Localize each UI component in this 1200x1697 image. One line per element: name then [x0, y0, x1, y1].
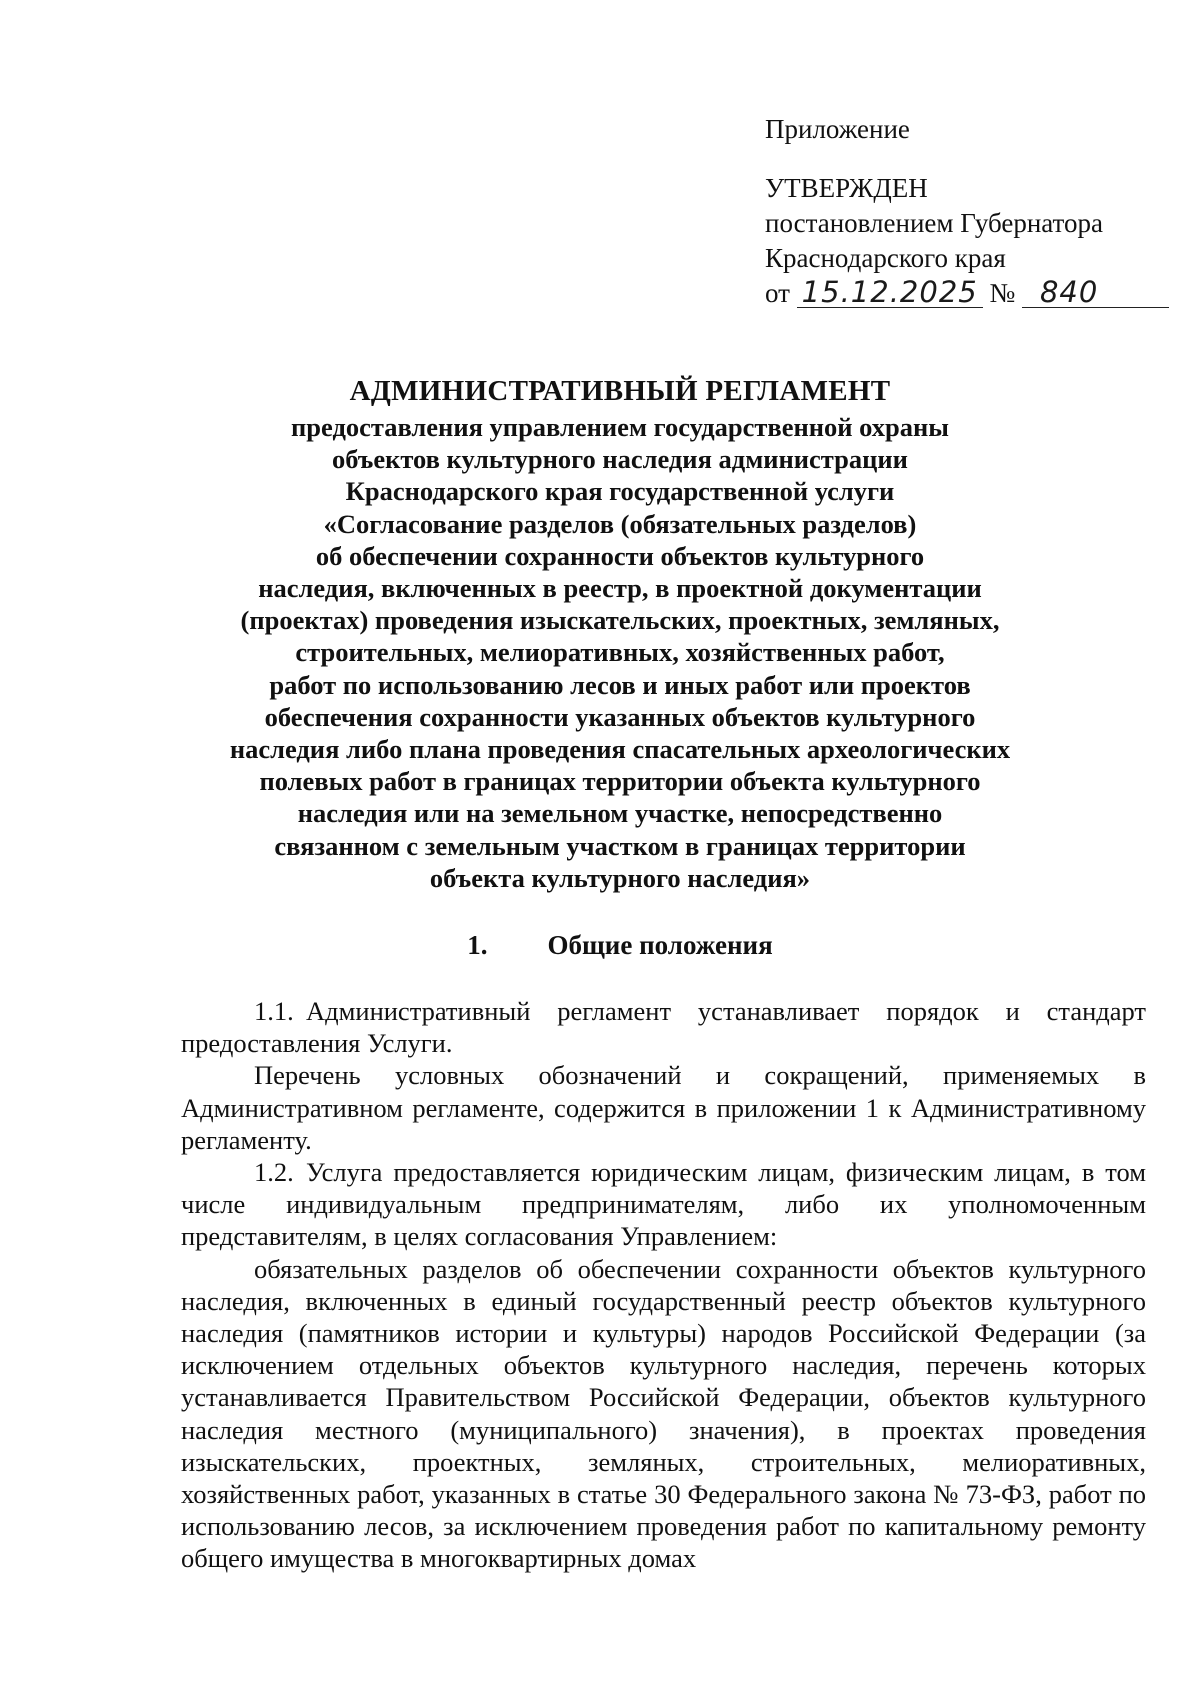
paragraph-text: Административный регламент устанавливает порядок и стандарт предоставления Услуги.	[181, 996, 1146, 1059]
title-line: наследия либо плана проведения спасательных археологических	[229, 734, 1011, 765]
title-line: работ по использованию лесов и иных работ или проектов	[269, 669, 971, 700]
number-sign: №	[989, 278, 1016, 308]
paragraph-1-1	[181, 995, 1146, 1059]
section-title: Общие положения	[547, 930, 773, 960]
document-body	[181, 995, 1146, 1575]
section-heading	[180, 928, 1060, 962]
approval-block	[765, 112, 1145, 311]
title-main: АДМИНИСТРАТИВНЫЙ РЕГЛАМЕНТ	[349, 375, 891, 407]
paragraph-abbreviations: Перечень условных обозначений и сокращений, применяемых в Административном регламенте, содержится в приложении 1 к Административному регламенту.	[181, 1060, 1146, 1155]
title-line: обеспечения сохранности указанных объектов культурного	[264, 701, 976, 732]
title-line: (проектах) проведения изыскательских, проектных, земляных,	[240, 605, 1000, 636]
appendix-label: Приложение	[765, 114, 910, 144]
approved-by-line-2: Краснодарского края	[765, 243, 1006, 273]
handwritten-date: 15.12.2025	[797, 277, 983, 308]
title-line: наследия, включенных в реестр, в проектной документации	[258, 573, 982, 604]
title-line: «Согласование разделов (обязательных разделов)	[323, 508, 917, 539]
approval-date-line	[765, 276, 1145, 311]
section-number: 1.	[467, 930, 488, 960]
paragraph-1-2	[181, 1156, 1146, 1253]
date-prefix: от	[765, 278, 790, 308]
paragraph-number: 1.1.	[254, 996, 294, 1026]
title-line: Краснодарского края государственной услуги	[345, 476, 895, 507]
title-line: строительных, мелиоративных, хозяйственных работ,	[295, 637, 945, 668]
handwritten-number: 840	[1022, 277, 1169, 308]
title-line: об обеспечении сохранности объектов культурного	[315, 540, 925, 571]
title-line: объекта культурного наследия»	[429, 862, 811, 893]
title-line: предоставления управлением государственной охраны	[291, 412, 949, 442]
paragraph-text: Услуга предоставляется юридическим лицам, физическим лицам, в том числе индивидуальным предпринимателям, либо их уполномоченным представителям, в целях согласования Управлением:	[181, 1157, 1146, 1252]
paragraph-mandatory-sections: обязательных разделов об обеспечении сохранности объектов культурного наследия, включенных в единый государственный реестр объектов культурного наследия (памятников истории и культуры) народов Российской Федерации (за исключением отдельных объектов культурного наследия, перечень которых устанавливается Правительством Российской Федерации, объектов культурного наследия местного (муниципального) значения), в проектах проведения изыскательских, проектных, земляных, строительных, мелиоративных, хозяйственных работ, указанных в статье 30 Федерального закона № 73-ФЗ, работ по использованию лесов, за исключением проведения работ по капитальному ремонту общего имущества в многоквартирных домах	[181, 1253, 1146, 1574]
title-line: наследия или на земельном участке, непосредственно	[297, 798, 943, 829]
document-title	[180, 373, 1060, 894]
title-line: связанном с земельным участком в границах территории	[274, 830, 966, 861]
paragraph-number: 1.2.	[254, 1157, 294, 1188]
title-line: объектов культурного наследия администрации	[332, 444, 908, 475]
title-line: полевых работ в границах территории объекта культурного	[259, 766, 981, 797]
approved-label: УТВЕРЖДЕН	[765, 173, 928, 203]
approved-by-line-1: постановлением Губернатора	[765, 208, 1103, 238]
